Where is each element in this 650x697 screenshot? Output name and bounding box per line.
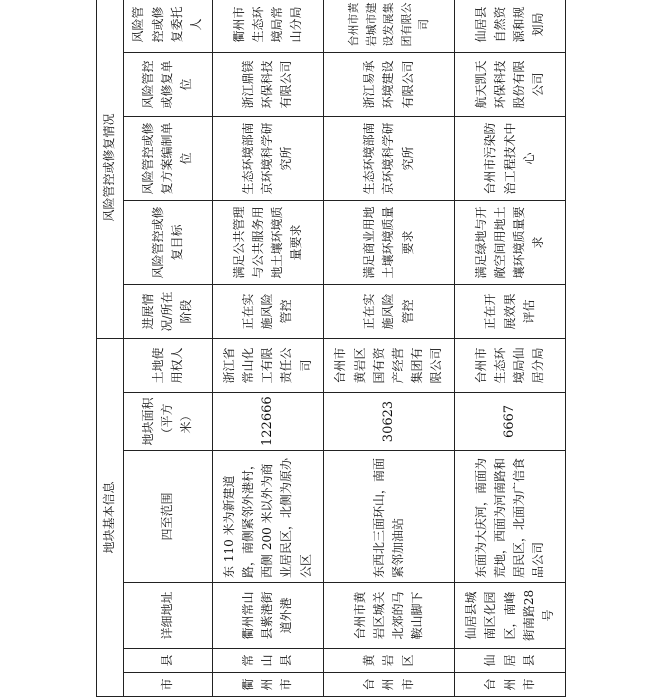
cell-boundary: 东面为大庆河，南面为荒地，西面为河南路和居民区，北面为广信食品公司 — [455, 451, 566, 583]
column-header-row — [123, 0, 213, 697]
col-header-county: 县 — [123, 649, 213, 673]
cell-area: 122666 — [213, 393, 324, 451]
col-header-address: 详细地址 — [123, 583, 213, 649]
col-header-land-right: 土地使用权人 — [123, 338, 213, 392]
cell-county: 仙居县 — [455, 649, 566, 673]
cell-county: 常山县 — [213, 649, 324, 673]
cell-progress: 正在实施风险管控 — [323, 284, 455, 338]
col-header-city: 市 — [123, 673, 213, 697]
cell-land-right: 浙江省常山化工有限责任公司 — [213, 338, 324, 392]
cell-principal: 衢州市生态环境局常山分局 — [213, 0, 324, 52]
col-header-progress: 进展情况/所在阶段 — [123, 284, 213, 338]
cell-address: 台州市黄岩区城关北郊的马鞍山脚下 — [323, 583, 455, 649]
cell-boundary: 东 110 米为新建道路，南侧紧邻外港村，西侧 200 米以外为商业居民区，北侧为原办公区 — [213, 451, 324, 583]
cell-progress: 正在开展效果评估 — [455, 284, 566, 338]
cell-area: 30623 — [323, 393, 455, 451]
cell-principal: 仙居县自然资源和规划局 — [455, 0, 566, 52]
cell-goal: 满足商业用地土壤环境质量要求 — [323, 200, 455, 284]
cell-city: 台州市 — [455, 673, 566, 697]
cell-boundary: 东西北三面环山，南面紧邻加油站 — [323, 451, 455, 583]
cell-impl-unit: 航天凯天环保科技股份有限公司 — [455, 52, 566, 116]
cell-land-right: 台州市黄岩区国有资产经营集团有限公司 — [323, 338, 455, 392]
group-header-basic-info: 地块基本信息 — [97, 338, 124, 696]
cell-address: 仙居县城南区化园区，南峰街南路28号 — [455, 583, 566, 649]
cell-goal: 满足绿地与开敞空间用地土壤环境质量要求 — [455, 200, 566, 284]
cell-goal: 满足公共管理与公共服务用地土壤环境质量要求 — [213, 200, 324, 284]
cell-plan-unit: 台州市污染防治工程技术中心 — [455, 116, 566, 200]
cell-progress: 正在实施风险管控 — [213, 284, 324, 338]
cell-city: 衢州市 — [213, 673, 324, 697]
group-header-row — [97, 0, 124, 697]
col-header-plan-unit: 风险管控或修复方案编制单位 — [123, 116, 213, 200]
table-row — [213, 0, 324, 697]
table-row — [323, 0, 455, 697]
cell-impl-unit: 浙江鼎镁环保科技有限公司 — [213, 52, 324, 116]
col-header-area: 地块面积（平方米） — [123, 393, 213, 451]
table-row — [455, 0, 566, 697]
col-header-boundary: 四至范围 — [123, 451, 213, 583]
cell-area: 6667 — [455, 393, 566, 451]
col-header-impl-unit: 风险管控或修复单位 — [123, 52, 213, 116]
cell-principal: 台州市黄岩城市建设发展集团有限公司 — [323, 0, 455, 52]
cell-city: 台州市 — [323, 673, 455, 697]
cell-land-right: 台州市生态环境局仙居分局 — [455, 338, 566, 392]
col-header-goal: 风险管控或修复目标 — [123, 200, 213, 284]
group-header-remediation: 风险管控或修复情况 — [97, 0, 124, 338]
cell-address: 衢州常山县紫港街道外港 — [213, 583, 324, 649]
cell-impl-unit: 浙江易承环境建设有限公司 — [323, 52, 455, 116]
cell-county: 黄岩区 — [323, 649, 455, 673]
cell-plan-unit: 生态环境部南京环境科学研究所 — [323, 116, 455, 200]
col-header-principal: 风险管控或修复委托人 — [123, 0, 213, 52]
cell-plan-unit: 生态环境部南京环境科学研究所 — [213, 116, 324, 200]
site-info-table — [96, 0, 566, 697]
